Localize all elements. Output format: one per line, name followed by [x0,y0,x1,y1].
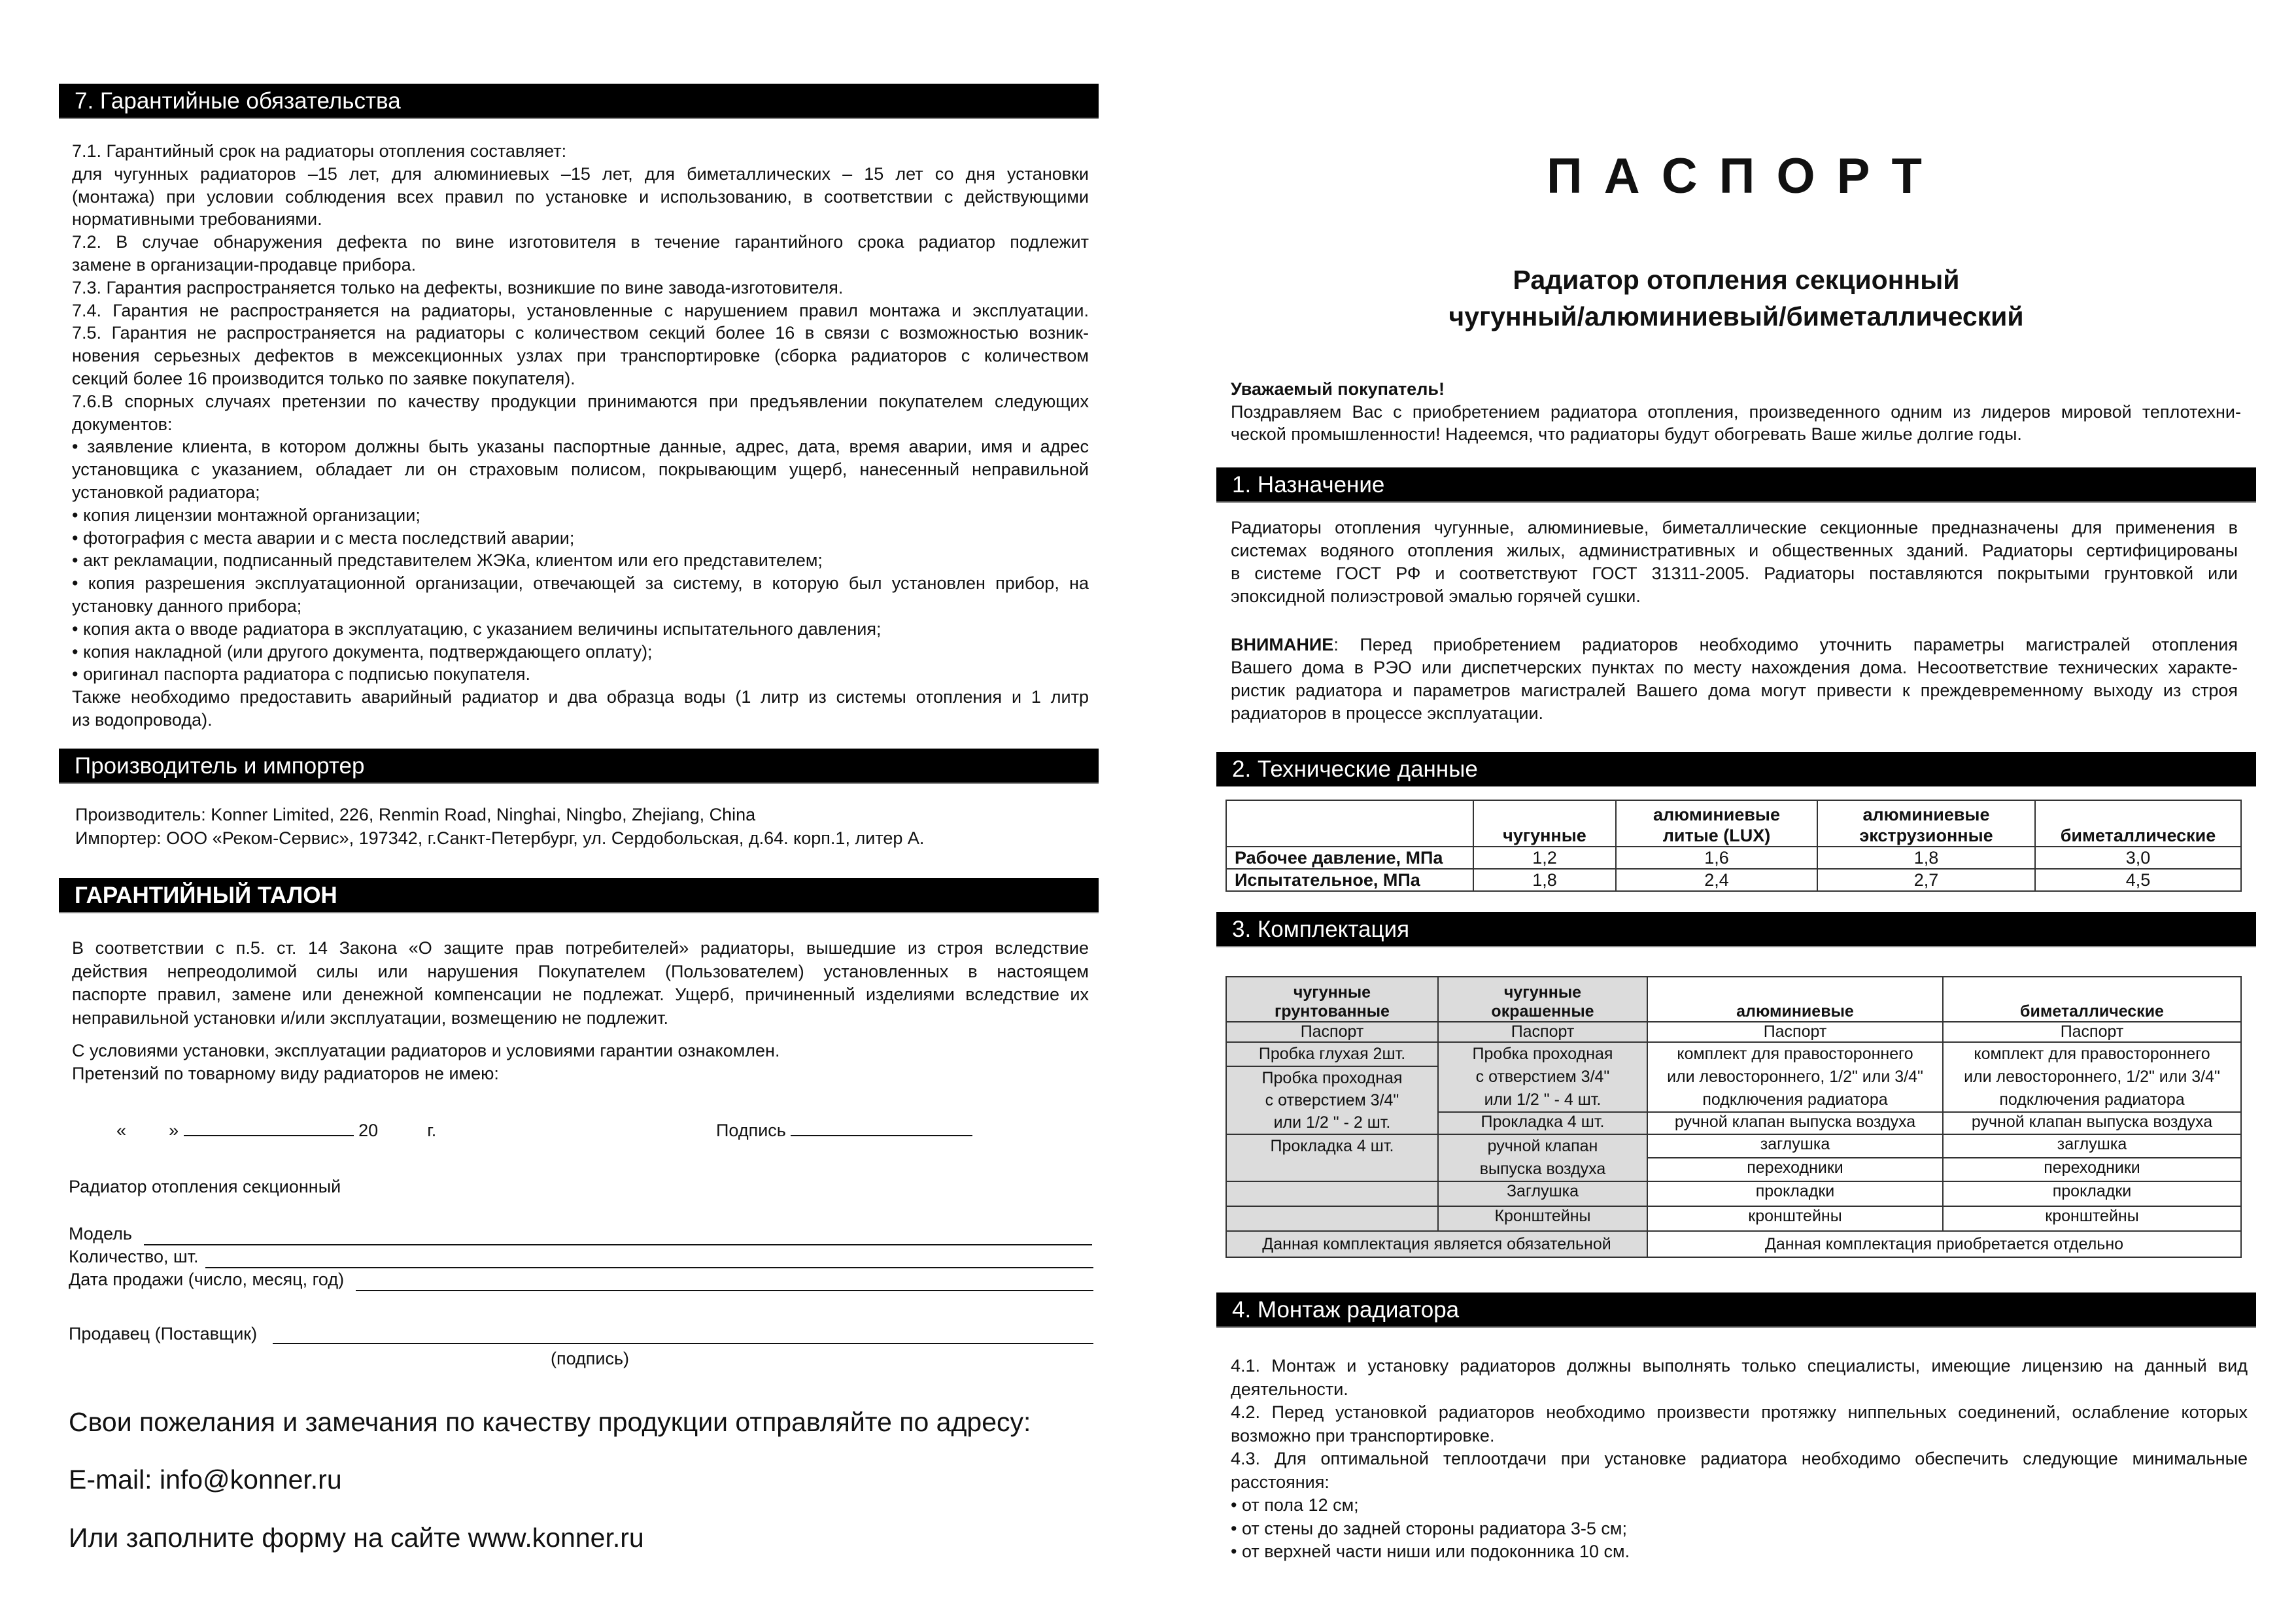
table-footer-row [1226,1231,2241,1257]
ack-line: С условиями установки, эксплуатации радиаторов и условиями гарантии ознакомлен. [72,1041,780,1060]
table-row [1226,869,2241,891]
text-line: ристик радиатора и параметров магистралей Вашего дома могут привести к преждевременному выходу из строя [1231,681,2238,700]
text-line [1231,634,2238,656]
text-line: 7.5. Гарантия не распространяется на радиаторы с количеством секций более 16 в связи с возможностью возник- [72,323,1089,343]
date-open-quote: « [116,1121,127,1140]
warranty-text [72,140,1089,732]
greeting: Уважаемый покупатель! [1231,379,1445,399]
acknowledgement [72,1039,1089,1085]
signature-field [716,1119,972,1141]
equipment-table [1225,976,2242,1258]
passport-subtitle [1216,262,2256,335]
table-header-cell: алюминиевые литые (LUX) [1616,800,1817,847]
table-cell: Прокладка 4 шт. [1226,1134,1438,1181]
text-line: • копия акта о вводе радиатора в эксплуатацию, с указанием величины испытательного давления; [72,618,882,639]
date-close-quote: » [169,1121,179,1140]
text-line: секций более 16 производится только по заявке покупателя). [72,368,575,388]
sale-date-input[interactable] [356,1274,1093,1291]
feedback-line: Свои пожелания и замечания по качеству продукции отправляйте по адресу: [69,1407,1031,1437]
row-label: Испытательное, МПа [1226,869,1473,891]
subtitle-line: чугунный/алюминиевый/биметаллический [1448,301,2024,331]
text-line: расстояния: [1231,1472,1329,1492]
model-row [69,1223,1086,1245]
text-line: • от верхней части ниши или подоконника 10 см. [1231,1542,1630,1561]
quantity-row [69,1245,1086,1268]
text-line: радиаторов в процессе эксплуатации. [1231,703,1544,723]
text-line: В соответствии с п.5. ст. 14 Закона «О защите прав потребителей» радиаторы, вышедшие из строя вследствие [72,938,1089,958]
table-row [1226,1206,2241,1231]
text-line: ческой промышленности! Надеемся, что радиаторы будут обогревать Ваше жилье долгие годы. [1231,424,2022,444]
table-cell: прокладки [1647,1181,1943,1206]
table-cell: Паспорт [1226,1022,1438,1042]
text-line: 7.1. Гарантийный срок на радиаторы отопления составляет: [72,141,567,161]
text-line: 4.1. Монтаж и установку радиаторов должны выполнять только специалисты, имеющие лицензию на данный вид [1231,1356,2248,1376]
text-line: неправильной установки и/или эксплуатации, возмещению не подлежит. [72,1007,668,1028]
text-line: 7.4. Гарантия не распространяется на радиаторы, установленные с нарушением правил монтажа и эксплуатации. [72,300,1089,320]
sale-form [69,1223,1086,1291]
table-cell [1226,1206,1438,1231]
text-line: • заявление клиента, в котором должны быть указаны паспортные данные, адрес, дата, время аварии, имя и адрес [72,437,1089,457]
seller-sign-hint: (подпись) [551,1349,630,1368]
model-input[interactable] [144,1228,1092,1245]
text-line: • копия разрешения эксплуатационной организации, отвечающей за систему, в которую был установлен прибор, на [72,573,1089,594]
header-bimetal: биметаллические [1943,977,2241,1022]
warning-text [1231,634,2238,725]
plug-through: Пробка проходная с отверстием 3/4" или 1/2 " - 2 шт. [1261,1069,1403,1132]
greeting-block [1231,378,2241,446]
text-line: • оригинал паспорта радиатора с подписью покупателя. [72,664,531,684]
text-line: Вашего дома в РЭО или диспетчерских пунктах по месту нахождения дома. Несоответствие технических характе- [1231,658,2238,677]
installation-text [1231,1355,2248,1564]
table-row [1226,1181,2241,1206]
warning-first: : Перед приобретением радиаторов необходимо уточнить параметры магистралей отопления [1333,635,2238,654]
section-header-producer: Производитель и импортер [59,749,1099,784]
table-header-cell: биметаллические [2035,800,2241,847]
quantity-label: Количество, шт. [69,1247,199,1266]
section-header-warranty-card: ГАРАНТИЙНЫЙ ТАЛОН [59,878,1099,913]
text-line: системах водяного отопления жилых, административных и общественных зданий. Радиаторы сертифицированы [1231,541,2238,560]
seller-row [69,1324,1086,1344]
tech-data-table [1225,800,2242,892]
table-cell: 3,0 [2035,847,2241,869]
table-header-row [1226,977,2241,1022]
text-line: 7.2. В случае обнаружения дефекта по вине изготовителя в течение гарантийного срока радиатор подлежит [72,232,1089,252]
table-cell: 4,5 [2035,869,2241,891]
text-line: • акт рекламации, подписанный представителем ЖЭКа, клиентом или его представителем; [72,550,823,571]
table-header-row [1226,800,2241,847]
table-row [1226,1022,2241,1042]
date-year-suffix: г. [427,1121,437,1140]
table-cell: Заглушка [1438,1181,1647,1206]
table-row [1226,1042,2241,1112]
text-line: • копия лицензии монтажной организации; [72,505,420,525]
row-label: Рабочее давление, МПа [1226,847,1473,869]
table-cell: кронштейны [1647,1206,1943,1231]
ack-line: Претензий по товарному виду радиаторов не имею: [72,1064,499,1083]
section-header-purpose: 1. Назначение [1216,467,2256,503]
text-line: установщика с указанием, обладает ли он страховым полисом, покрывающим ущерб, нанесенный неправильной [72,460,1089,480]
text-line: • фотография с места аварии и с места последствий аварии; [72,528,575,548]
signature-input[interactable] [791,1119,972,1136]
producer-info [75,803,1092,850]
section-header-installation: 4. Монтаж радиатора [1216,1293,2256,1328]
text-line: эпоксидной полиэстровой эмалью горячей сушки. [1231,586,1641,606]
table-cell: переходники [1943,1158,2241,1181]
signature-label: Подпись [716,1121,786,1140]
table-cell: кронштейны [1943,1206,2241,1231]
table-cell [1226,1181,1438,1206]
table-row [1226,847,2241,869]
table-cell: заглушка [1943,1134,2241,1158]
section-header-equipment: 3. Комплектация [1216,912,2256,947]
text-line: 7.6.В спорных случаях претензии по качеству продукции принимаются при предъявлении покупателем следующих [72,391,1089,411]
text-line: Радиаторы отопления чугунные, алюминиевые, биметаллические секционные предназначены для применения в [1231,518,2238,537]
text-line: в системе ГОСТ РФ и соответствуют ГОСТ 31311-2005. Радиаторы поставляются покрытыми грунтовкой или [1231,564,2238,583]
text-line: • копия накладной (или другого документа, подтверждающего оплату); [72,641,653,662]
purpose-text [1231,516,2238,608]
table-cell: 1,8 [1473,869,1616,891]
table-cell: ручной клапан выпуска воздуха [1943,1112,2241,1134]
section-header-tech-data: 2. Технические данные [1216,752,2256,787]
text-line: • от пола 12 см; [1231,1495,1359,1515]
quantity-input[interactable] [205,1251,1093,1268]
text-line: деятельности. [1231,1379,1348,1399]
table-cell: комплект для правостороннего или левостороннего, 1/2" или 3/4" подключения радиатора [1943,1042,2241,1112]
header-cast-painted: чугунные окрашенные [1438,977,1647,1022]
text-line: 4.3. Для оптимальной теплоотдачи при установке радиатора необходимо обеспечить следующие минимальные [1231,1449,2248,1468]
warning-label: ВНИМАНИЕ [1231,635,1334,654]
date-year-prefix: 20 [358,1121,379,1140]
table-cell: комплект для правостороннего или левостороннего, 1/2" или 3/4" подключения радиатора [1647,1042,1943,1112]
table-cell: 1,6 [1616,847,1817,869]
text-line: Также необходимо предоставить аварийный радиатор и два образца воды (1 литр из системы отопления и 1 литр [72,687,1089,707]
table-header-cell: алюминиевые экструзионные [1817,800,2035,847]
table-cell: Прокладка 4 шт. [1438,1112,1647,1134]
text-line: из водопровода). [72,709,213,730]
importer-text: Импортер: ООО «Реком-Сервис», 197342, г.Санкт-Петербург, ул. Сердобольская, д.64. корп.1, литер А. [75,828,925,848]
passport-title: П А С П О Р Т [1547,148,1926,204]
text-line: Поздравляем Вас с приобретением радиатора отопления, произведенного одним из лидеров мировой теплотехни- [1231,401,2241,422]
sale-date-row [69,1268,1086,1291]
feedback-site[interactable]: Или заполните форму на сайте www.konner.ru [69,1523,644,1553]
table-cell: 1,2 [1473,847,1616,869]
table-cell: 1,8 [1817,847,2035,869]
seller-label: Продавец (Поставщик) [69,1324,258,1343]
header-aluminium: алюминиевые [1647,977,1943,1022]
warranty-card-text [72,937,1089,1030]
date-month-input[interactable] [184,1119,354,1136]
table-header-cell [1226,800,1473,847]
text-line: 7.3. Гарантия распространяется только на дефекты, возникшие по вине завода-изготовителя. [72,277,844,297]
table-cell: 2,7 [1817,869,2035,891]
sale-date-label: Дата продажи (число, месяц, год) [69,1270,345,1289]
table-cell: переходники [1647,1158,1943,1181]
product-name: Радиатор отопления секционный [69,1177,341,1196]
text-line: установку данного прибора; [72,596,302,616]
table-cell: ручной клапан выпуска воздуха [1647,1112,1943,1134]
table-cell: ручной клапан выпуска воздуха [1438,1134,1647,1181]
feedback-email[interactable]: E-mail: info@konner.ru [69,1464,342,1495]
text-line: (монтажа) при условии соблюдения всех правил по установке и использованию, в соответствии с действующими [72,186,1089,207]
header-cast-primed: чугунные грунтованные [1226,977,1438,1022]
footer-mandatory: Данная комплектация является обязательной [1226,1231,1647,1257]
table-cell: 2,4 [1616,869,1817,891]
producer-text: Производитель: Konner Limited, 226, Renmin Road, Ninghai, Ningbo, Zhejiang, China [75,805,756,824]
text-line: возможно при транспортировке. [1231,1425,1495,1445]
text-line: для чугунных радиаторов –15 лет, для алюминиевых –15 лет, для биметаллических – 15 лет со дня установки [72,163,1089,184]
table-cell: Кронштейны [1438,1206,1647,1231]
table-cell: заглушка [1647,1134,1943,1158]
text-line: замене в организации-продавце прибора. [72,254,417,275]
text-line: 4.2. Перед установкой радиаторов необходимо произвести протяжку ниппельных соединений, ослабление которых [1231,1402,2248,1422]
text-line: документов: [72,414,173,434]
table-cell: Паспорт [1438,1022,1647,1042]
text-line: установкой радиатора; [72,482,260,502]
table-cell: Паспорт [1647,1022,1943,1042]
text-line: • от стены до задней стороны радиатора 3-5 см; [1231,1518,1627,1538]
model-label: Модель [69,1224,132,1243]
subtitle-line: Радиатор отопления секционный [1513,265,1960,295]
text-line: паспорте правил, замене или денежной компенсации не подлежат. Ущерб, причиненный изделиями вследствие их [72,985,1089,1004]
text-line: действия непреодолимой силы или нарушения Покупателем (Пользователем) установленных в настоящем [72,961,1089,981]
table-row [1226,1134,2241,1158]
section-header-warranty: 7. Гарантийные обязательства [59,84,1099,119]
table-cell: Паспорт [1943,1022,2241,1042]
date-field [116,1119,436,1141]
seller-input[interactable] [273,1327,1093,1344]
text-line: новения серьезных дефектов в межсекционных узлах при транспортировке (сборка радиаторов с количеством [72,346,1089,366]
table-cell: прокладки [1943,1181,2241,1206]
table-cell [1226,1042,1438,1134]
table-header-cell: чугунные [1473,800,1616,847]
text-line: нормативными требованиями. [72,209,322,229]
footer-separate: Данная комплектация приобретается отдельно [1647,1231,2241,1257]
table-cell: Пробка проходная с отверстием 3/4" или 1/2 " - 4 шт. [1438,1042,1647,1112]
plug-blank: Пробка глухая 2шт. [1227,1043,1437,1067]
